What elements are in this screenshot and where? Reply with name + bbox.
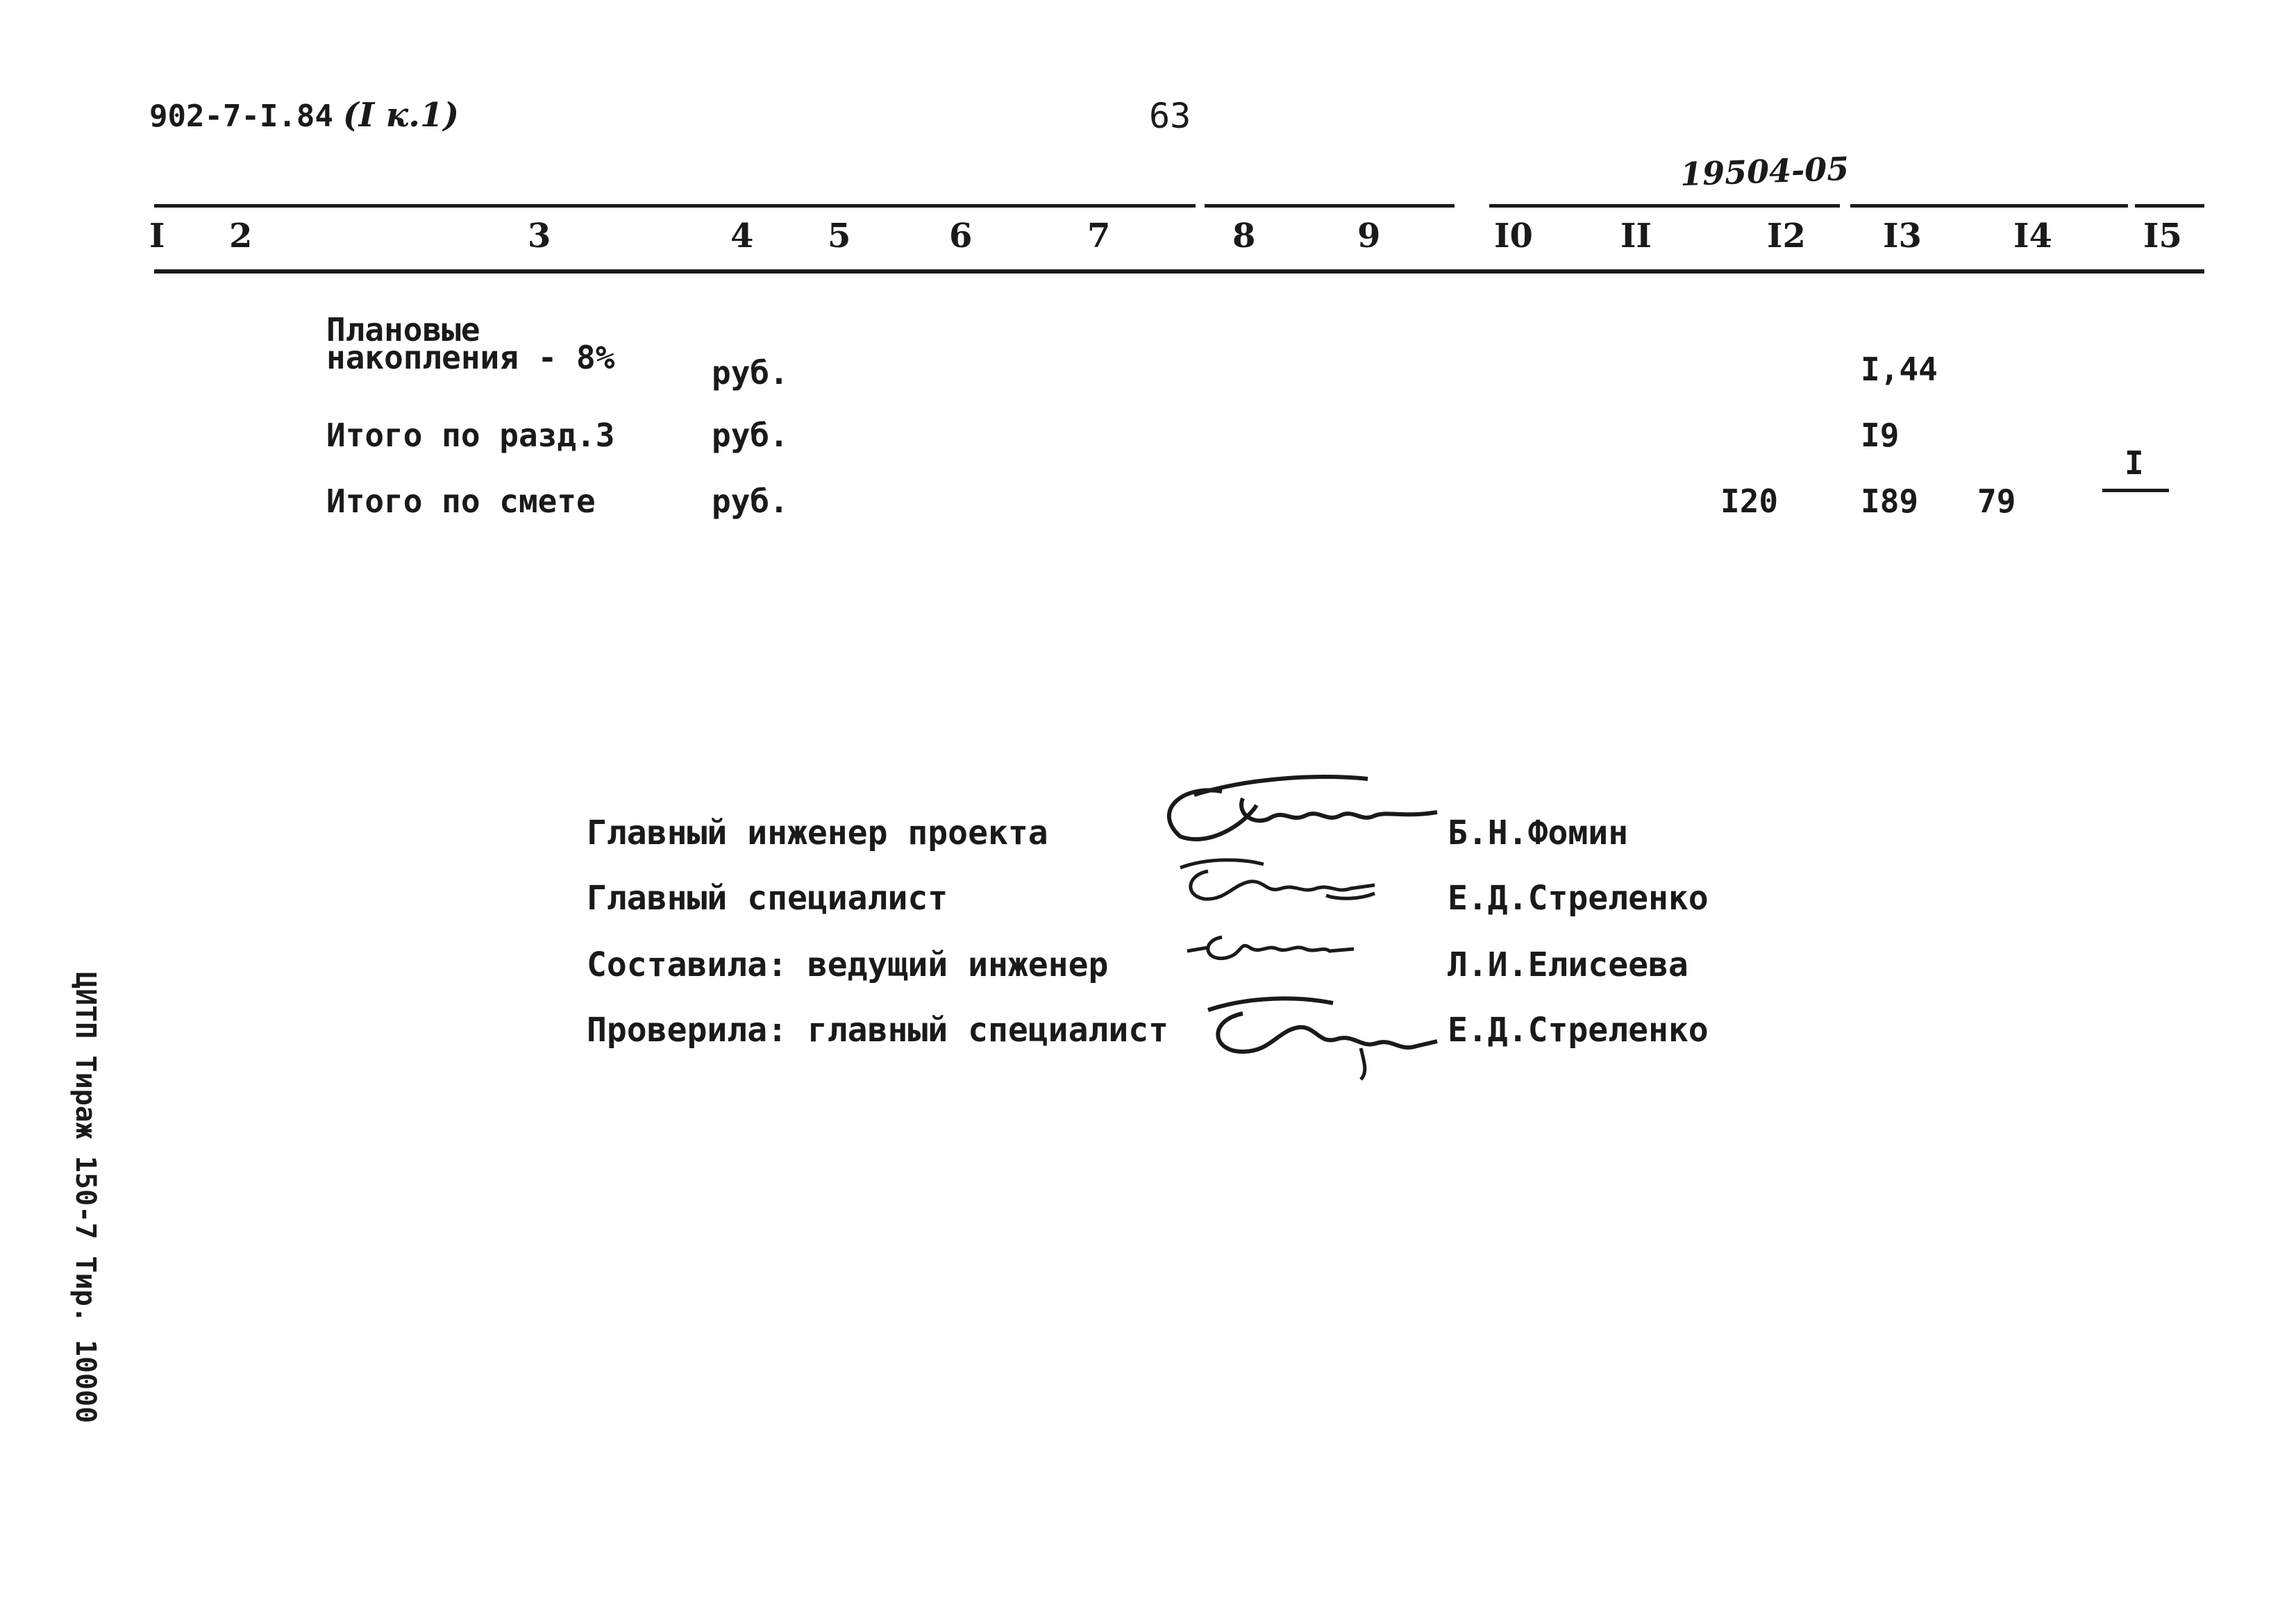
header-rule-top-segment	[2135, 204, 2204, 208]
cell-col13: I,44	[1861, 351, 1938, 388]
header-rule-top-segment	[1205, 204, 1455, 208]
column-number: 2	[229, 217, 253, 255]
document-code	[149, 96, 459, 135]
column-number: II	[1620, 217, 1652, 255]
column-number: I0	[1494, 217, 1533, 255]
column-number: 3	[528, 217, 551, 255]
document-code-text: 902-7-I.84	[149, 99, 333, 134]
cell-col15-underline	[2102, 489, 2169, 492]
column-number: I4	[2013, 217, 2052, 255]
column-number: I5	[2143, 217, 2182, 255]
column-number: 7	[1087, 217, 1111, 255]
page-number: 63	[1149, 96, 1191, 136]
row-unit: руб.	[712, 417, 789, 454]
header-rule-top-segment	[1850, 204, 2128, 208]
handwritten-signature-2	[1166, 850, 1389, 909]
vertical-footer-text: ЦИТП Тираж 150-7 Тир. 10000	[69, 972, 101, 1424]
row-unit: руб.	[712, 482, 789, 520]
signature-name: Б.Н.Фомин	[1448, 814, 1629, 852]
header-rule-top-segment	[1489, 204, 1840, 208]
column-number: 9	[1357, 217, 1381, 255]
column-number: I	[149, 217, 165, 255]
header-rule-top-segment	[154, 204, 1196, 208]
signature-role: Проверила: главный специалист	[587, 1011, 1169, 1050]
handwritten-signature-1	[1139, 764, 1444, 854]
stamp-number: 19504-05	[1679, 149, 1850, 194]
cell-col14: 79	[1977, 482, 2016, 520]
column-number: 6	[949, 217, 973, 255]
column-number: 8	[1232, 217, 1256, 255]
cell-col15: I	[2125, 444, 2144, 482]
column-number: 4	[730, 217, 754, 255]
handwritten-signature-4	[1194, 982, 1444, 1086]
handwritten-signature-3	[1180, 920, 1361, 975]
signature-name: Е.Д.Стреленко	[1448, 879, 1709, 918]
document-code-handwritten: (I к.1)	[342, 96, 460, 135]
row-label: Итого по разд.3	[326, 417, 615, 454]
row-unit: руб.	[712, 354, 789, 392]
cell-col13: I89	[1861, 482, 1919, 520]
cell-col12: I20	[1720, 482, 1779, 520]
signature-role: Главный инженер проекта	[587, 814, 1048, 852]
column-number: 5	[828, 217, 851, 255]
header-rule-bottom	[154, 269, 2204, 274]
signature-name: Л.И.Елисеева	[1448, 945, 1689, 984]
column-number: I2	[1767, 217, 1806, 255]
signature-name: Е.Д.Стреленко	[1448, 1011, 1709, 1050]
row-label: Итого по смете	[326, 482, 596, 520]
column-number: I3	[1883, 217, 1922, 255]
signature-role: Главный специалист	[587, 879, 948, 918]
signature-role: Составила: ведущий инженер	[587, 945, 1109, 984]
cell-col13: I9	[1861, 417, 1900, 454]
row-label: Плановые накопления - 8%	[326, 311, 615, 376]
